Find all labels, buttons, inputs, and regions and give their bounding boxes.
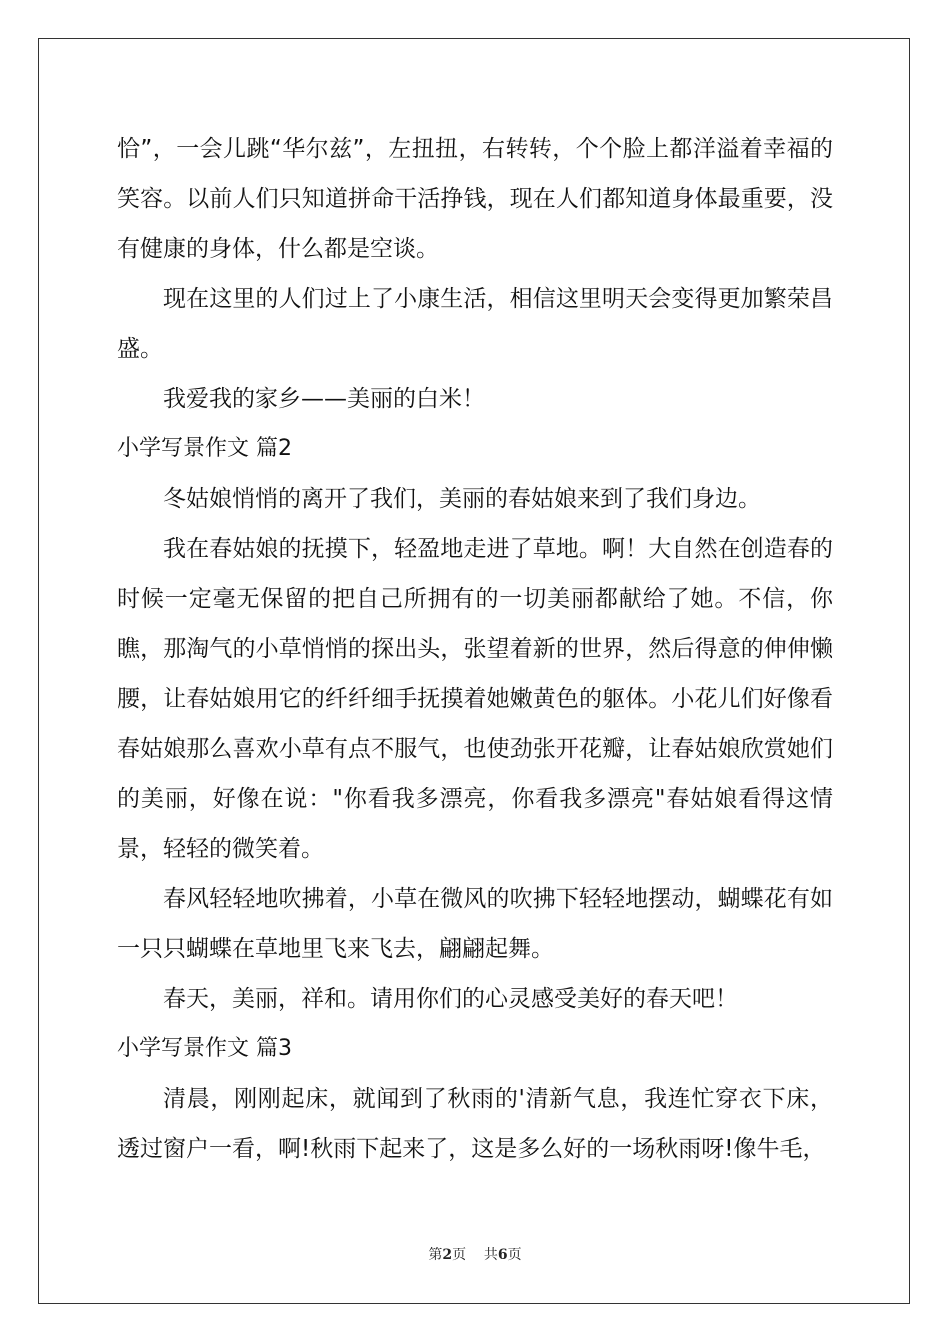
paragraph: 春风轻轻地吹拂着，小草在微风的吹拂下轻轻地摆动，蝴蝶花有如一只只蝴蝶在草地里飞来飞去，翩翩起舞。 xyxy=(117,886,833,962)
paragraph: 现在这里的人们过上了小康生活，相信这里明天会变得更加繁荣昌盛。 xyxy=(117,286,833,362)
section-heading: 小学写景作文 篇2 xyxy=(117,436,292,461)
section-heading: 小学写景作文 篇3 xyxy=(117,1036,292,1061)
document-body xyxy=(117,124,833,1174)
total-page-number: 6 xyxy=(497,1247,508,1263)
footer-mid: 页 共 xyxy=(452,1247,498,1263)
page-footer xyxy=(0,1244,950,1264)
footer-suffix: 页 xyxy=(507,1247,522,1263)
paragraph: 恰”，一会儿跳“华尔兹”，左扭扭，右转转，个个脸上都洋溢着幸福的笑容。以前人们只知道拼命干活挣钱，现在人们都知道身体最重要，没有健康的身体，什么都是空谈。 xyxy=(117,136,833,262)
paragraph: 我在春姑娘的抚摸下，轻盈地走进了草地。啊！大自然在创造春的时候一定毫无保留的把自己所拥有的一切美丽都献给了她。不信，你瞧，那淘气的小草悄悄的探出头，张望着新的世界，然后得意的伸伸懒腰，让春姑娘用它的纤纤细手抚摸着她嫩黄色的躯体。小花儿们好像看春姑娘那么喜欢小草有点不服气，也使劲张开花瓣，让春姑娘欣赏她们的美丽，好像在说："你看我多漂亮，你看我多漂亮"春姑娘看得这情景，轻轻的微笑着。 xyxy=(117,536,833,862)
paragraph: 清晨，刚刚起床，就闻到了秋雨的'清新气息，我连忙穿衣下床，透过窗户一看，啊!秋雨下起来了，这是多么好的一场秋雨呀!像牛毛， xyxy=(117,1086,833,1162)
paragraph: 我爱我的家乡——美丽的白米！ xyxy=(163,386,485,412)
current-page-number: 2 xyxy=(442,1247,453,1263)
paragraph: 冬姑娘悄悄的离开了我们，美丽的春姑娘来到了我们身边。 xyxy=(163,486,761,512)
footer-prefix: 第 xyxy=(428,1247,443,1263)
paragraph: 春天，美丽，祥和。请用你们的心灵感受美好的春天吧！ xyxy=(163,986,738,1012)
